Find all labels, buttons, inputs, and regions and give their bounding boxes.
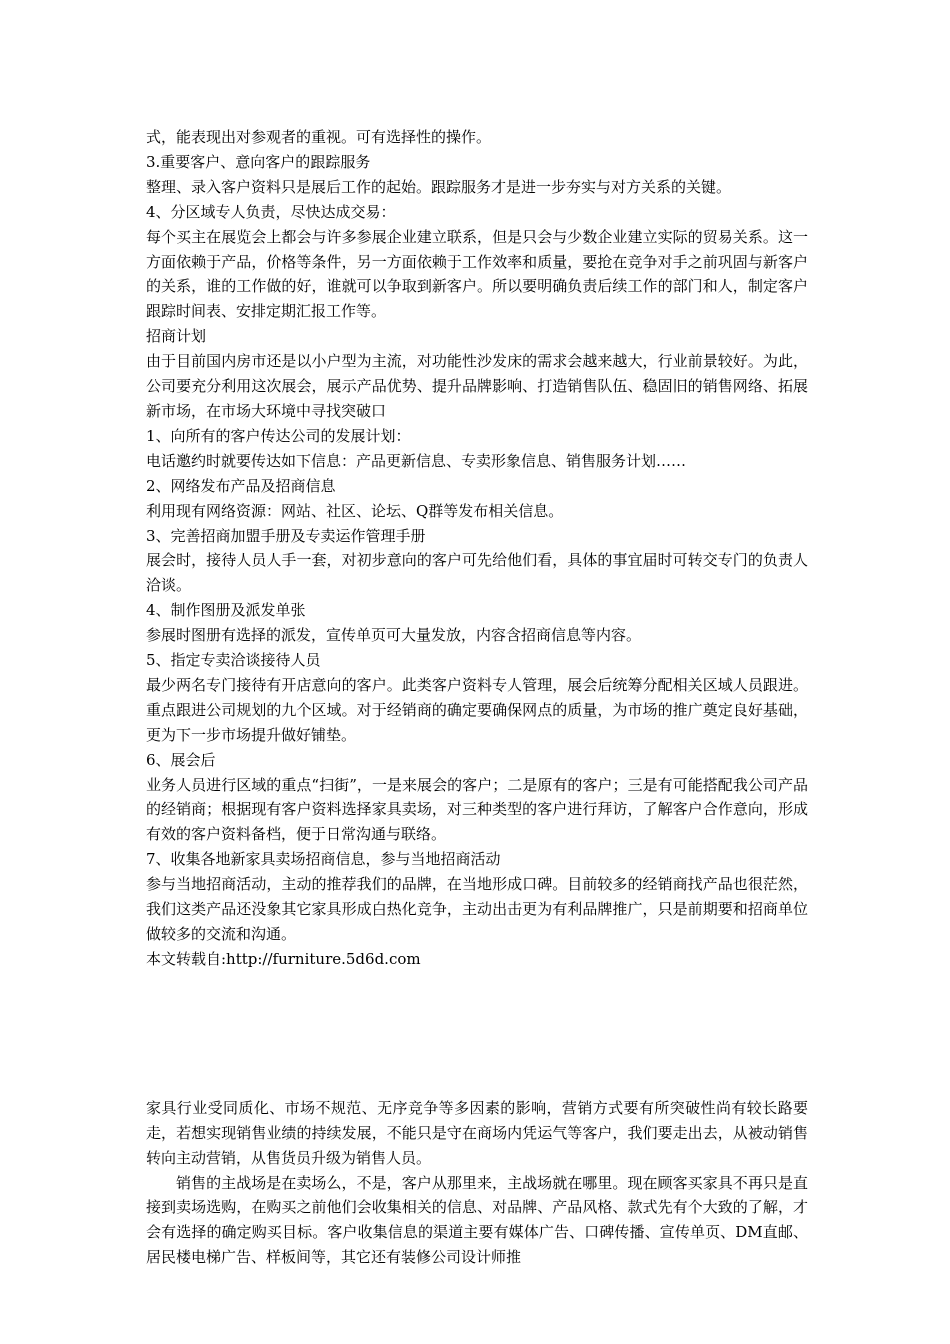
heading-plan-6: 6、展会后	[146, 750, 216, 769]
paragraph-continuation: 式，能表现出对参观者的重视。可有选择性的操作。	[146, 128, 492, 146]
heading-key-customer-followup: 3.重要客户、意向客户的跟踪服务	[146, 152, 371, 171]
paragraph-investment-plan: 由于目前国内房市还是以小户型为主流，对功能性沙发床的需求会越来越大，行业前景较好。为此，公司要充分利用这次展会，展示产品优势、提升品牌影响、打造销售队伍、稳固旧的销售网络、拓展新市场，在市场大环境中寻找突破口	[146, 352, 808, 420]
paragraph-plan-7: 参与当地招商活动，主动的推荐我们的品牌，在当地形成口碑。目前较多的经销商找产品也很茫然，我们这类产品还没象其它家具形成白热化竞争，主动出击更为有利品牌推广，只是前期要和招商单位做较多的交流和沟通。	[146, 875, 808, 943]
source-note: 本文转载自:http://furniture.5d6d.com	[146, 949, 421, 968]
heading-regional-owner: 4、分区域专人负责，尽快达成交易：	[146, 202, 396, 221]
paragraph-plan-4: 参展时图册有选择的派发，宣传单页可大量发放，内容含招商信息等内容。	[146, 626, 642, 645]
paragraph-plan-1: 电话邀约时就要传达如下信息：产品更新信息、专卖形象信息、销售服务计划……	[146, 451, 687, 470]
paragraph-plan-3: 展会时，接待人员人手一套，对初步意向的客户可先给他们看，具体的事宜届时可转交专门的负责人洽谈。	[146, 551, 808, 595]
section-gap	[146, 972, 808, 1096]
heading-plan-2: 2、网络发布产品及招商信息	[146, 476, 336, 495]
paragraph-plan-5: 最少两名专门接待有开店意向的客户。此类客户资料专人管理，展会后统筹分配相关区域人员跟进。重点跟进公司规划的九个区域。对于经销商的确定要确保网点的质量，为市场的推广奠定良好基础，更为下一步市场提升做好铺垫。	[146, 675, 808, 744]
heading-plan-4: 4、制作图册及派发单张	[146, 601, 306, 620]
document-body	[146, 125, 808, 1270]
heading-plan-7: 7、收集各地新家具卖场招商信息，参与当地招商活动	[146, 850, 501, 869]
paragraph-main-battlefield: 销售的主战场是在卖场么，不是，客户从那里来，主战场就在哪里。现在顾客买家具不再只是直接到卖场选购，在购买之前他们会收集相关的信息、对品牌、产品风格、款式先有个大致的了解，才会有选择的确定购买目标。客户收集信息的渠道主要有媒体广告、口碑传播、宣传单页、DM直邮、居民楼电梯广告、样板间等，其它还有装修公司设计师推	[146, 1173, 808, 1267]
heading-plan-3: 3、完善招商加盟手册及专卖运作管理手册	[146, 526, 426, 545]
paragraph-plan-2: 利用现有网络资源：网站、社区、论坛、Q群等发布相关信息。	[146, 501, 564, 520]
paragraph-industry: 家具行业受同质化、市场不规范、无序竞争等多因素的影响，营销方式要有所突破性尚有较长路要走，若想实现销售业绩的持续发展，不能只是守在商场内凭运气等客户，我们要走出去，从被动销售转向主动营销，从售货员升级为销售人员。	[146, 1098, 808, 1167]
paragraph-followup: 整理、录入客户资料只是展后工作的起始。跟踪服务才是进一步夯实与对方关系的关键。	[146, 177, 732, 196]
heading-investment-plan: 招商计划	[146, 327, 207, 346]
heading-plan-1: 1、向所有的客户传达公司的发展计划：	[146, 426, 411, 445]
paragraph-regional-owner: 每个买主在展览会上都会与许多参展企业建立联系，但是只会与少数企业建立实际的贸易关系。这一方面依赖于产品，价格等条件，另一方面依赖于工作效率和质量，要抢在竞争对手之前巩固与新客户的关系，谁的工作做的好，谁就可以争取到新客户。所以要明确负责后续工作的部门和人，制定客户跟踪时间表、安排定期汇报工作等。	[146, 227, 808, 321]
paragraph-plan-6: 业务人员进行区域的重点“扫街”，一是来展会的客户；二是原有的客户；三是有可能搭配我公司产品的经销商；根据现有客户资料选择家具卖场，对三种类型的客户进行拜访，了解客户合作意向，形成有效的客户资料备档，便于日常沟通与联络。	[146, 775, 808, 844]
heading-plan-5: 5、指定专卖洽谈接待人员	[146, 651, 321, 670]
